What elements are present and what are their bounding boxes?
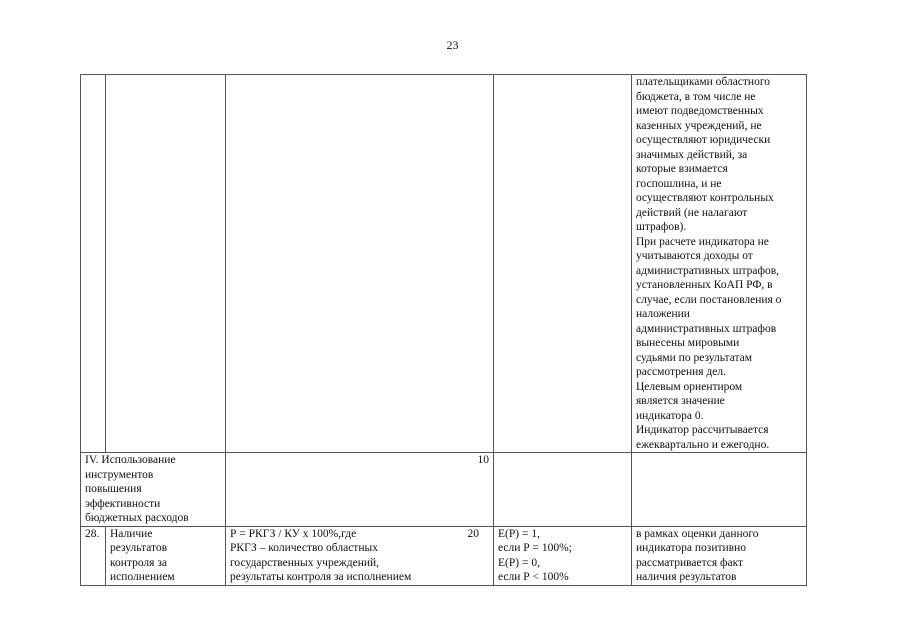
score-line: Е(Р) = 0, (498, 556, 540, 569)
comment-line: действий (не налагают (636, 206, 748, 219)
score-line: если Р = 100%; (498, 542, 572, 554)
indicator-name-line: результатов (110, 542, 168, 554)
section-row (81, 453, 807, 527)
section-title-line: инструментов (85, 468, 154, 481)
comment-line: судьями по результатам (636, 351, 753, 364)
indicators-table (80, 74, 807, 586)
indicator-comment (632, 526, 807, 585)
comment-line: госпошлина, и не (636, 177, 722, 190)
comment-line: значимых действий, за (636, 148, 748, 161)
indicator-number: 28. (81, 526, 106, 585)
score-line: если Р < 100% (498, 571, 569, 583)
comment-line: вынесены мировыми (636, 337, 740, 349)
score-line: Е(Р) = 1, (498, 527, 540, 540)
cell-score (494, 453, 632, 527)
section-title (81, 453, 226, 527)
comment-line: административных штрафов (636, 322, 777, 335)
section-title-line: эффективности (85, 497, 161, 510)
comment-line: осуществляют юридически (636, 134, 771, 146)
cell-comment (632, 75, 807, 453)
formula-line: государственных учреждений, (230, 556, 380, 569)
comment-line: учитываются доходы от (636, 250, 753, 262)
cell-number (81, 75, 106, 453)
formula-line: РКГЗ – количество областных (230, 542, 378, 554)
comment-line: административных штрафов, (636, 264, 780, 277)
section-title-line: IV. Использование (85, 454, 176, 466)
section-title-line: повышения (85, 483, 142, 495)
comment-line: индикатора позитивно (636, 542, 747, 554)
comment-line: При расчете индикатора не (636, 235, 769, 248)
indicator-name-line: исполнением (110, 571, 175, 583)
cell-indicator-name (106, 75, 226, 453)
comment-line: имеют подведомственных (636, 105, 764, 117)
comment-line: ежеквартально и ежегодно. (636, 438, 770, 451)
comment-line: плательщиками областного (636, 76, 771, 88)
table-row (81, 526, 807, 585)
comment-line: установленных КоАП РФ, в (636, 279, 773, 291)
indicator-weight: 20 (467, 527, 479, 540)
cell-score (494, 75, 632, 453)
comment-line: в рамках оценки данного (636, 527, 759, 540)
cell-comment (632, 453, 807, 527)
indicator-name (106, 526, 226, 585)
comment-line: Целевым ориентиром (636, 380, 743, 393)
comment-line: индикатора 0. (636, 409, 704, 422)
indicator-formula (226, 526, 494, 585)
comment-line: штрафов). (636, 221, 687, 233)
comment-line: наличия результатов (636, 571, 737, 583)
section-weight: 10 (226, 453, 494, 527)
cell-formula (226, 75, 494, 453)
comment-line: рассмотрения дел. (636, 366, 727, 378)
comment-line: осуществляют контрольных (636, 192, 774, 204)
formula-line: Р = РКГЗ / КУ х 100%,где (230, 527, 357, 540)
indicator-name-line: Наличие (110, 527, 153, 540)
comment-line: бюджета, в том числе не (636, 90, 756, 103)
page-number: 23 (446, 38, 459, 52)
indicator-name-line: контроля за (110, 556, 167, 569)
comment-line: Индикатор рассчитывается (636, 424, 769, 436)
section-title-line: бюджетных расходов (85, 512, 189, 524)
comment-line: случае, если постановления о (636, 293, 782, 306)
table-row (81, 75, 807, 453)
comment-line: казенных учреждений, не (636, 119, 762, 132)
formula-line: результаты контроля за исполнением (230, 571, 412, 583)
comment-line: является значение (636, 395, 725, 407)
indicator-score (494, 526, 632, 585)
comment-line: рассматривается факт (636, 556, 744, 569)
comment-line: которые взимается (636, 163, 728, 175)
comment-line: наложении (636, 308, 690, 320)
